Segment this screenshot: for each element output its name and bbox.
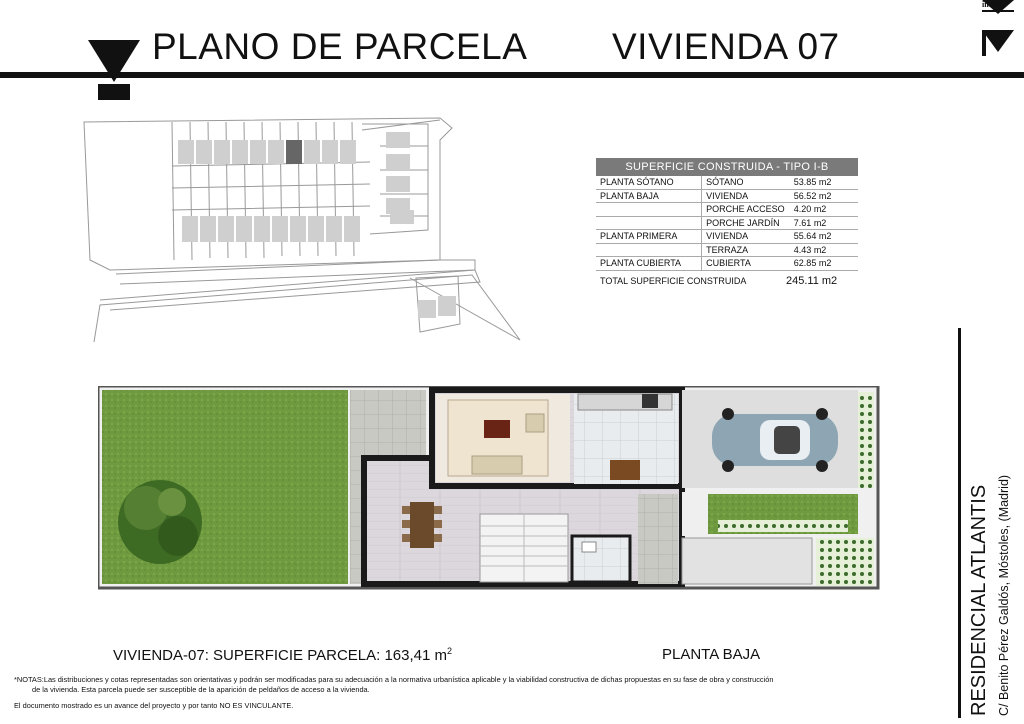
note-line-3: El documento mostrado es un avance del proyecto y por tanto NO ES VINCULANTE. bbox=[14, 701, 294, 710]
table-row: PLANTA PRIMERA VIVIENDA 55.64 m2 bbox=[596, 230, 858, 244]
highlighted-unit bbox=[286, 140, 302, 164]
floor-name-label: PLANTA BAJA bbox=[662, 646, 761, 663]
project-name: RESIDENCIAL ATLANTIS bbox=[968, 484, 990, 716]
tree-icon bbox=[118, 480, 202, 564]
table-row: PORCHE JARDÍN 7.61 m2 bbox=[596, 217, 858, 231]
parcel-area-superscript: 2 bbox=[447, 646, 453, 656]
table-row: PLANTA CUBIERTA CUBIERTA 62.85 m2 bbox=[596, 257, 858, 271]
page-title: PLANO DE PARCELA bbox=[152, 26, 528, 67]
brand-name: index bbox=[982, 0, 1001, 9]
project-address: C/ Benito Pérez Galdós, Móstoles, (Madrid) bbox=[997, 474, 1011, 716]
table-row: PLANTA SÓTANO SÓTANO 53.85 m2 bbox=[596, 176, 858, 190]
note-line-2: de la vivienda. Esta parcela puede ser susceptible de la aparición de peldaños de acceso a la vivienda. bbox=[32, 685, 370, 694]
area-table bbox=[596, 158, 858, 288]
note-line-1: *NOTAS:Las distribuciones y cotas representadas son orientativas y podrán ser modificadas para su adecuación a la normativa urbanística aplicable y la viabilidad constructiva de dichas propuestas en su fase de obra y construcción bbox=[14, 675, 774, 684]
table-row: TERRAZA 4.43 m2 bbox=[596, 244, 858, 258]
table-row: PLANTA BAJA VIVIENDA 56.52 m2 bbox=[596, 190, 858, 204]
header-rule bbox=[0, 72, 1024, 78]
total-label: TOTAL SUPERFICIE CONSTRUIDA bbox=[600, 275, 747, 286]
table-row: PORCHE ACCESO 4.20 m2 bbox=[596, 203, 858, 217]
total-value: 245.11 m2 bbox=[786, 274, 838, 287]
parcel-area-label: VIVIENDA-07: SUPERFICIE PARCELA: 163,41 $m^2$ bbox=[113, 646, 453, 664]
logo-triangle-icon bbox=[88, 40, 140, 102]
car-icon bbox=[712, 408, 838, 472]
sidebar-rule bbox=[958, 328, 961, 718]
area-table-heading: SUPERFICIE CONSTRUIDA - TIPO I-B bbox=[596, 158, 858, 176]
unit-title: VIVIENDA 07 bbox=[612, 26, 840, 67]
site-plan-map bbox=[80, 110, 525, 350]
brand-logo bbox=[978, 0, 1018, 56]
floor-plan bbox=[98, 386, 880, 590]
notes bbox=[14, 675, 914, 711]
table-total-row bbox=[596, 274, 858, 288]
